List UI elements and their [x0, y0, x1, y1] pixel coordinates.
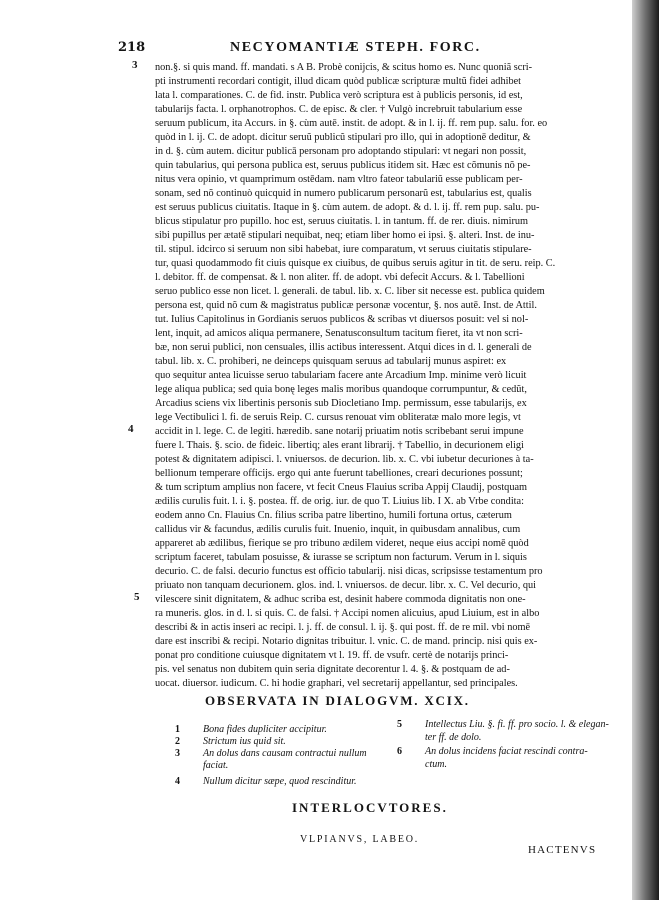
text-line: lege aliqua publica; sed quia bonę leges malis moribus quandoque corrumpuntur, & cedũt, — [155, 384, 527, 395]
summary-number: 1 — [175, 724, 180, 735]
text-line: accidit in l. lege. C. de legiti. hæredib. sane notarij priuatim notis scribebant serui impune — [155, 426, 524, 437]
text-line: seruum publicum, ita Accurs. in §. cùm autē. instit. de adopt. & in l. ij. ff. rem pup. salu. for. eo — [155, 118, 548, 129]
text-line: in d. §. cùm autem. dicitur publicā personam pro adoptando stipulari: vt negari non possit, — [155, 146, 527, 157]
text-line: sibi pupillus per ætatē stipulari nequibat, neq; etiam liber homo ei ipsi. §. alteri. Inst. de inu- — [155, 230, 535, 241]
text-line: bellionum temperare officijs. ergo qui ante fuerunt tabelliones, creari decuriones possunt; — [155, 468, 523, 479]
text-line: decurio. C. de falsi. decurio functus est officio tabularij. nisi dicas, scripsisse testamentum pro — [155, 566, 543, 577]
summary-number: 3 — [175, 748, 180, 759]
text-line: til. stipul. idcirco si seruum non sibi habebat, iure comparatum, vt seruus ciuitatis stipulare- — [155, 244, 532, 255]
summary-text: Intellectus Liu. §. fi. ff. pro socio. l. & elegan- — [425, 719, 609, 730]
text-line: lege Vectibulici l. fi. de seruis Reip. C. cursus renouat vim obliteratæ malo more legis, vt — [155, 412, 521, 423]
summary-item — [397, 745, 623, 758]
speakers-line: VLPIANVS, LABEO. — [300, 834, 420, 845]
summary-item — [397, 758, 623, 771]
text-line: ra muneris. glos. in d. l. si quis. C. de falsi. † Accipi nomen alicuius, apud Liuium, est in albo — [155, 608, 540, 619]
text-line: tabularijs facta. l. orphanotrophos. C. de episc. & cler. † Vulgò increbruit tabularium esse — [155, 104, 523, 115]
text-line: & tum scriptum amplius non facere, vt fecit Cneus Flauius scriba Appij Claudij, postquam — [155, 482, 528, 493]
summary-text: ter ff. de dolo. — [425, 732, 482, 743]
text-line: scriptum faceret, tabulam posuisse, & iurasse se scriptum non facturum. Verum in l. siquis — [155, 552, 527, 563]
section-title: OBSERVATA IN DIALOGVM. XCIX. — [205, 693, 470, 708]
summary-list-right — [397, 718, 623, 788]
text-line: blicus stipulatur pro pupillo. hoc est, seruus ciuitatis. l. in tantum. ff. de rer. diuis. nimirum — [155, 216, 529, 227]
summary-text: faciat. — [203, 760, 229, 771]
body-text — [155, 61, 623, 691]
folio-number: 218 — [118, 40, 146, 55]
text-line: non.§. si quis mand. ff. mandati. s A B. Probè conijcis, & scitus homo es. Nunc quoniã scri- — [155, 62, 533, 73]
text-line: ponat pro conditione cuiusque dignitatem vt l. 19. ff. de vsufr. certè de notarijs princi- — [155, 650, 509, 661]
text-line: est seruus publicus ciuitatis. Itaque in §. cùm autem. de adopt. & d. l. ij. ff. rem pup. salu. pu- — [155, 202, 540, 213]
summary-item — [397, 731, 623, 744]
text-line: quo sequitur antea licuisse seruo tabulariam facere ante Arcadium Imp. minime verò licuit — [155, 370, 527, 381]
text-line: l. debitor. ff. de compensat. & l. non aliter. ff. de adopt. vbi defecit Accurs. & l. Tabellioni — [155, 272, 525, 283]
text-line: ædilis curulis fuit. l. i. §. postea. ff. de orig. iur. de quo T. Liuius lib. I X. ab Vrbe condita: — [155, 496, 524, 507]
marginal-number: 3 — [132, 59, 138, 71]
summary-list-left — [175, 723, 400, 793]
text-line: tabul. lib. x. C. prohiberi, ne deinceps quisquam seruus ad tabularij munus aspiret: ex — [155, 356, 507, 367]
text-line: Arcadius sciens vix libertinis personis sub Diocletiano Imp. permissum, esse tabularijs, ex — [155, 398, 527, 409]
summary-text: Strictum ius quid sit. — [203, 736, 286, 747]
catchword: HACTENVS — [528, 844, 597, 856]
text-line: bæ, non serui publici, non censuales, illis actibus interessent. Atqui dices in d. l. generali de — [155, 342, 532, 353]
summary-text: An dolus dans causam contractui nullum — [203, 748, 367, 759]
summary-text: ctum. — [425, 759, 447, 770]
marginal-number: 4 — [128, 423, 134, 435]
text-line: quin tabularius, qui persona publica est, seruus publicus itidem sit. Hæc est cõmunis nõ pe- — [155, 160, 531, 171]
summary-text: An dolus incidens faciat rescindi contra- — [425, 746, 588, 757]
summary-text: Nullum dicitur sæpe, quod rescinditur. — [203, 776, 357, 787]
page-header — [118, 40, 618, 60]
text-line: sonam, sed nõ continuò quicquid in numero publicarum personarũ est, tabularius est, qualis — [155, 188, 532, 199]
text-line: tut. Iulius Capitolinus in Gordianis seruos publicos & scribas vt diuersos posuit: vel si nol- — [155, 314, 529, 325]
text-line: quòd in l. ij. C. de adopt. dicitur seruũ publicũ stipulari pro illo, qui in adoptionē deditur, & — [155, 132, 531, 143]
text-line: lata l. comparationes. C. de fid. instr. Publica verò scriptura est à publicis personis, id est, — [155, 90, 523, 101]
interlocutors-title: INTERLOCVTORES. — [292, 800, 448, 815]
text-line: pis. vel senatus non dubitem quin seria dignitate decorentur l. 4. §. & postquam de ad- — [155, 664, 510, 675]
summary-number: 2 — [175, 736, 180, 747]
text-line: callidus vir & facundus, ædilis curulis fuit. Inuenio, inquit, in quibusdam annalibus, cum — [155, 524, 521, 535]
text-line: dare est inscribi & recipi. Notario dignitas tribuitur. l. vnic. C. de mand. princip. nisi quis ex- — [155, 636, 538, 647]
text-line: pti instrumenti recordari contigit, illud dicam quòd publicæ scripturæ multũ fidei adhibet — [155, 76, 522, 87]
marginal-number: 5 — [134, 591, 140, 603]
text-line: seruo publico esse non licet. l. generali. de tabul. lib. x. C. liber sit necesse est. publica quidem — [155, 286, 545, 297]
text-line: appareret ab ædilibus, fierique se pro tribuno ædilem videret, neque eius accipi nomē quòd — [155, 538, 529, 549]
summary-number: 4 — [175, 776, 180, 787]
summary-item — [397, 718, 623, 731]
text-line: priuato non tanquam decurionem. glos. ind. l. vniuersos. de decur. libr. x. C. Vel decurio, qui — [155, 580, 537, 591]
text-line: nitus vera opinio, vt quamprimum ostēdam. nam vltro fateor tabulariũ esse publicam per- — [155, 174, 523, 185]
text-line: lent, inquit, ad amicos aliqua permanere, Senatusconsultum tacitum fieret, ita vt non scri- — [155, 328, 523, 339]
text-line: persona est, quid nõ cum & magistratus publicæ personæ vocentur, §. nos autē. Inst. de Attil. — [155, 300, 537, 311]
text-line: tur, quasi quodammodo fit ciuis quisque ex ciuibus, de quibus seruis agitur in tit. de seru. reip. C. — [155, 258, 556, 269]
summary-text: Bona fides dupliciter accipitur. — [203, 724, 327, 735]
summary-number: 6 — [397, 746, 402, 757]
summary-number: 5 — [397, 719, 402, 730]
running-title: NECYOMANTIÆ STEPH. FORC. — [230, 40, 481, 55]
text-line: fuere l. Thais. §. scio. de fideic. libertiq; ales erant librarij. † Tabellio, in decurionem eligi — [155, 440, 524, 451]
text-line: describi & in actis inseri ac recipi. l. j. ff. de consul. l. ij. §. qui post. ff. de re mil. vbi nomē — [155, 622, 531, 633]
text-line: potest & dignitatem adipisci. l. vniuersos. de decurion. lib. x. C. vbi iubetur decuriones à ta- — [155, 454, 534, 465]
text-line: uocat. diuersor. iudicum. C. hi hodie graphari, vel secretarij appellantur, sed principales. — [155, 678, 518, 689]
text-line: vilescere sinit dignitatem, & adhuc scriba est, desinit habere commoda dignitatis non one- — [155, 594, 526, 605]
binding-shadow — [632, 0, 659, 900]
summary-item — [175, 759, 400, 772]
text-line: eodem anno Cn. Flauius Cn. filius scriba patre libertino, humili fortuna ortus, cæterum — [155, 510, 512, 521]
summary-item — [175, 775, 400, 788]
